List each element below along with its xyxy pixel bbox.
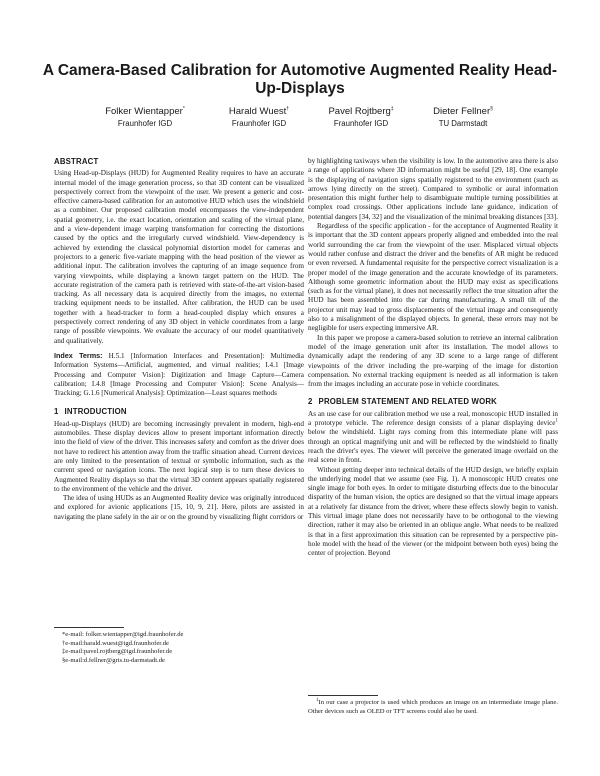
footnote-email-4: §e-mail:d.fellner@gris.tu-darmstadt.de [62, 656, 165, 664]
author-2: Harald Wuest† Fraunhofer IGD [228, 105, 290, 128]
footnote-rule [54, 627, 124, 628]
footnote-1: $^1$In our case a projector is used which produces an image on an intermediate image plane. Other devices such as OLED or TFT screens could also be used. [308, 697, 558, 715]
left-column [54, 157, 304, 522]
author-3: Pavel Rojtberg‡ Fraunhofer IGD [328, 105, 394, 128]
intro-paragraph-1: Head-up-Displays (HUD) are becoming increasingly prevalent in modern, high-end automobiles. These display devices allow to present important information directly into the field of view of the driver. This increases safety and comfort as the driver does not have to redirect his attention away from the traffic situation ahead. Current devices are only limited to the presentation of textual or symbolic information, such as the current speed or navigation icons. The next logical step is to turn these devices to Augmented Reality displays so that the virtual 3D content appears spatially registered to the environment of the vehicle and the driver. [54, 419, 304, 493]
right-column [308, 157, 558, 558]
section-2-heading: 2 PROBLEM STATEMENT AND RELATED WORK [308, 397, 498, 407]
footnote-email-3: ‡e-mail:pavel.rojtberg@igd.fraunhofer.de [62, 648, 173, 656]
author-1: Folker Wientapper* Fraunhofer IGD [105, 105, 185, 128]
right-paragraph-2: Regardless of the specific application - for the acceptance of Augmented Reality it is important that the 3D content appears properly aligned and embedded into the real world surrounding the car from the viewpoint of the user. Misplaced virtual objects would rather confuse and distract the driver and the benefits of AR might be reduced or even reversed. A fundamental requisite for the perspective correct visualization is a proper model of the image generation and the accurate knowledge of its parameters. Although some geometric information about the HUD may exist as specifications (such as for the virtual plane), it does not necessarily reflect the true situation after the HUD has been assembled into the car during manufacturing. A small tilt of the projector unit may lead to gross displacements of the virtual image and consequently also to a misalignment of the displayed objects. In general, these errors may not be negligible for users expecting immersive AR. [308, 222, 558, 333]
right-footnote-rule [308, 695, 378, 696]
footnote-email-1: *e-mail: folker.wientapper@igd.fraunhofer.de [62, 631, 184, 638]
section-2-paragraph-1: As an use case for our calibration method we use a real, monoscopic HUD installed in a prototype vehicle. The reference design consists of a planar displaying device$^1$ below the windshield. Light rays coming from this intermediate plane will pass through an optical magnifying unit and will be reflected by the windshield to finally reach the driver's eyes. The viewer will perceive the generated image overlaid on the real scene in front. [308, 409, 558, 465]
footnotes [54, 627, 304, 665]
section-2-paragraph-2: Without getting deeper into technical details of the HUD design, we briefly explain the underlying model that we assume (see Fig. 1). A monoscopic HUD creates one single image for both eyes. In order to mitigate disturbing effects due to the binocular disparity of the human vision, the optics are designed so that the virtual image appears at a relatively far distance from the driver, where these effects slowly begin to vanish. This virtual image plane does not necessarily have to be orthogonal to the viewing direction, rather it may also be oriented in an oblique angle. What needs to be realized is that in a first approximation this situation can be represented by a perspective pin-hole model with the head of the viewer (or the midpoint between both eyes) being the center of projection. Beyond [308, 465, 558, 558]
intro-heading: 1 INTRODUCTION [54, 407, 127, 417]
author-4: Dieter Fellner§ TU Darmstadt [433, 105, 493, 128]
footnote-email-2: †e-mail:harald.wuest@igd.fraunhofer.de [62, 639, 169, 647]
intro-paragraph-2: The idea of using HUDs as an Augmented Reality device was originally introduced and explored for avionic applications [15, 10, 9, 21]. Here, pilots are assisted in navigating the plane safely in the air or on the ground by visualizing flight corridors or [54, 494, 304, 521]
right-paragraph-1: by highlighting taxiways when the visibility is low. In the automotive area there is also a range of applications where 3D information might be useful [29, 18]. One example is the displaying of navigation signs spatially registered to the environment (such as arrows lying directly on the street). Compared to symbolic or aural information presentation this might further help to disambiguate multiple turning possibilities at complex road crossings. Other applications include lane guidance, indication of potential dangers [34, 32] and the visualization of the minimal breaking distances [33]. [308, 157, 558, 221]
index-terms: Index Terms: H.5.1 [Information Interfaces and Presentation]: Multimedia Information Systems—Artificial, augmented, and virtual realities; I.4.1 [Image Processing and Computer Vision]: Digitization and Image Capture—Camera calibration; I.4.8 [Image Processing and Computer Vision]: Scene Analysis—Tracking; G.1.6 [Numerical Analysis]: Optimization—Least squares methods [54, 350, 304, 398]
abstract-heading: ABSTRACT [54, 157, 99, 166]
right-paragraph-3: In this paper we propose a camera-based solution to retrieve an internal calibration model of the image generation unit after its installation. The model allows to dynamically adapt the rendering of any 3D scene to a large range of different viewpoints of the driver including the pre-warping of the image for distortion compensation. No external tracking equipment is needed as all information is taken from the images including an accurate pose in vehicle coordinates. [308, 333, 558, 389]
paper-title: A Camera-Based Calibration for Automotive Augmented Reality Head-Up-Displays [42, 62, 558, 97]
right-footnote [308, 695, 558, 716]
abstract-text: Using Head-up-Displays (HUD) for Augmented Reality requires to have an accurate internal model of the image generation process, so that 3D content can be visualized perspectively correct from the viewpoint of the user. We present a generic and cost-effective camera-based calibration for an automotive HUD which uses the windshield as a combiner. Our proposed calibration model encompasses the view-independent spatial geometry, i.e. the exact location, orientation and scaling of the virtual plane, and a view-dependent image warping transformation for correcting the distortions caused by the optics and the irregularly curved windshield. View-dependency is achieved by extending the classical polynomial distortion model for cameras and projectors to a generic five-variate mapping with the head position of the viewer as additional input. The calibration involves the capturing of an image sequence from varying viewpoints, while displaying a known target pattern on the HUD. The accurate registration of the camera path is retrieved with state-of-the-art vision-based tracking. As all necessary data is acquired directly from the images, no external tracking equipment needs to be installed. After calibration, the HUD can be used together with a head-tracker to form a head-coupled display which ensures a perspectively correct rendering of any 3D object in vehicle coordinates from a large range of possible viewpoints. We evaluate the accuracy of our model quantitatively and qualitatively. [54, 169, 304, 345]
